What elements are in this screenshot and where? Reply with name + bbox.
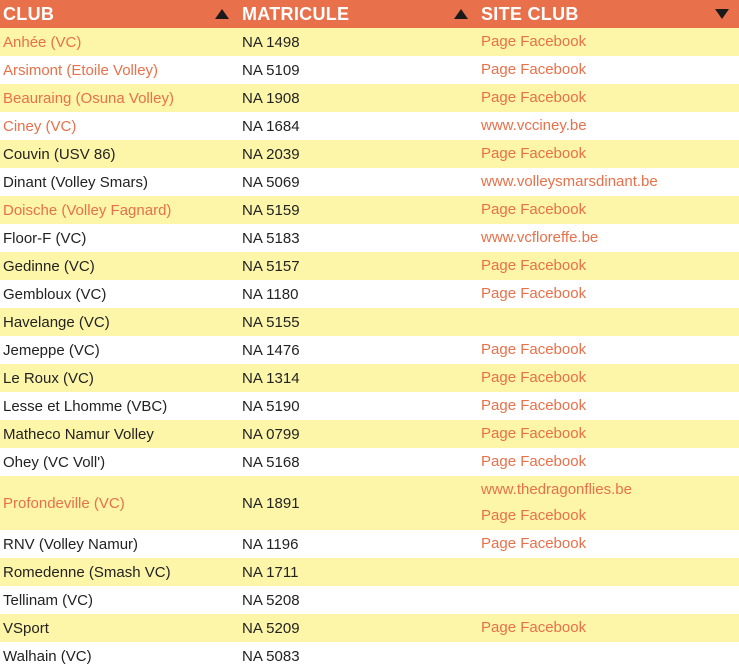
- cell-club: [0, 614, 239, 642]
- table-row: [0, 84, 739, 112]
- matricule-value: NA 1891: [242, 494, 300, 512]
- table-row: [0, 530, 739, 558]
- cell-site-club[interactable]: [478, 28, 739, 56]
- matricule-value: NA 1196: [242, 535, 299, 553]
- site-link[interactable]: Page Facebook: [481, 425, 587, 442]
- cell-club: [0, 168, 239, 196]
- cell-matricule: [239, 168, 478, 196]
- club-name: Gedinne (VC): [3, 257, 95, 275]
- cell-site-club[interactable]: [478, 420, 739, 448]
- club-name: Ohey (VC Voll'): [3, 453, 106, 471]
- table-row: [0, 252, 739, 280]
- matricule-value: NA 5109: [242, 61, 300, 79]
- club-name: Lesse et Lhomme (VBC): [3, 397, 168, 415]
- cell-site-club[interactable]: [478, 364, 739, 392]
- column-header-site-club[interactable]: [478, 0, 739, 28]
- cell-club[interactable]: [0, 476, 239, 530]
- club-name: Havelange (VC): [3, 313, 110, 331]
- cell-matricule: [239, 364, 478, 392]
- site-link[interactable]: Page Facebook: [481, 201, 587, 218]
- club-name-link[interactable]: Doische (Volley Fagnard): [3, 201, 172, 219]
- site-link[interactable]: Page Facebook: [481, 89, 587, 106]
- table-row: [0, 224, 739, 252]
- matricule-value: NA 0799: [242, 425, 300, 443]
- cell-club: [0, 530, 239, 558]
- club-name-link[interactable]: Beauraing (Osuna Volley): [3, 89, 174, 107]
- site-link[interactable]: www.vcfloreffe.be: [481, 229, 599, 246]
- matricule-value: NA 5157: [242, 257, 300, 275]
- site-link[interactable]: Page Facebook: [481, 61, 587, 78]
- column-header-label: MATRICULE: [242, 3, 350, 24]
- matricule-value: NA 1908: [242, 89, 300, 107]
- cell-club: [0, 448, 239, 476]
- cell-matricule: [239, 196, 478, 224]
- cell-site-club[interactable]: [478, 392, 739, 420]
- sort-ascending-icon[interactable]: [215, 9, 229, 19]
- cell-club: [0, 558, 239, 586]
- table-row: [0, 642, 739, 670]
- site-link[interactable]: Page Facebook: [481, 257, 587, 274]
- club-name: Walhain (VC): [3, 647, 92, 665]
- cell-site-club: [478, 558, 739, 586]
- column-header-label: SITE CLUB: [481, 3, 579, 24]
- site-link[interactable]: Page Facebook: [481, 453, 587, 470]
- table-row: [0, 420, 739, 448]
- matricule-value: NA 5069: [242, 173, 300, 191]
- cell-club: [0, 420, 239, 448]
- cell-matricule: [239, 614, 478, 642]
- club-name: Dinant (Volley Smars): [3, 173, 149, 191]
- sort-ascending-icon[interactable]: [454, 9, 468, 19]
- matricule-value: NA 1498: [242, 33, 300, 51]
- cell-site-club[interactable]: [478, 140, 739, 168]
- cell-matricule: [239, 420, 478, 448]
- club-name-link[interactable]: Anhée (VC): [3, 33, 82, 51]
- matricule-value: NA 1476: [242, 341, 300, 359]
- matricule-value: NA 5155: [242, 313, 300, 331]
- matricule-value: NA 1180: [242, 285, 299, 303]
- site-link[interactable]: Page Facebook: [481, 145, 587, 162]
- club-name: VSport: [3, 619, 49, 637]
- cell-matricule: [239, 56, 478, 84]
- matricule-value: NA 1684: [242, 117, 300, 135]
- matricule-value: NA 5190: [242, 397, 300, 415]
- cell-site-club[interactable]: [478, 476, 739, 530]
- table-body: [0, 28, 739, 670]
- matricule-value: NA 5083: [242, 647, 300, 665]
- table-row: [0, 476, 739, 530]
- cell-club: [0, 392, 239, 420]
- table-row: [0, 140, 739, 168]
- cell-site-club[interactable]: [478, 280, 739, 308]
- cell-club: [0, 280, 239, 308]
- cell-site-club[interactable]: [478, 224, 739, 252]
- table-row: [0, 196, 739, 224]
- cell-site-club[interactable]: [478, 56, 739, 84]
- cell-matricule: [239, 224, 478, 252]
- cell-matricule: [239, 84, 478, 112]
- club-name: Jemeppe (VC): [3, 341, 100, 359]
- column-header-matricule[interactable]: [239, 0, 478, 28]
- table-row: [0, 614, 739, 642]
- table-header: [0, 0, 739, 28]
- cell-club[interactable]: [0, 112, 239, 140]
- matricule-value: NA 2039: [242, 145, 300, 163]
- club-name: RNV (Volley Namur): [3, 535, 139, 553]
- matricule-value: NA 5168: [242, 453, 300, 471]
- table-row: [0, 392, 739, 420]
- matricule-value: NA 5183: [242, 229, 300, 247]
- cell-club: [0, 252, 239, 280]
- cell-club[interactable]: [0, 28, 239, 56]
- cell-site-club[interactable]: [478, 530, 739, 558]
- site-link[interactable]: Page Facebook: [481, 535, 587, 552]
- site-link[interactable]: www.volleysmarsdinant.be: [481, 173, 658, 190]
- cell-site-club[interactable]: [478, 614, 739, 642]
- matricule-value: NA 5209: [242, 619, 300, 637]
- table-row: [0, 280, 739, 308]
- table-row: [0, 364, 739, 392]
- cell-matricule: [239, 308, 478, 336]
- site-link[interactable]: Page Facebook: [481, 507, 587, 524]
- cell-matricule: [239, 392, 478, 420]
- table-row: [0, 308, 739, 336]
- cell-site-club[interactable]: [478, 336, 739, 364]
- cell-matricule: [239, 642, 478, 670]
- cell-matricule: [239, 112, 478, 140]
- cell-club: [0, 140, 239, 168]
- club-name: Couvin (USV 86): [3, 145, 116, 163]
- site-link[interactable]: Page Facebook: [481, 397, 587, 414]
- club-name: Romedenne (Smash VC): [3, 563, 171, 581]
- cell-site-club[interactable]: [478, 168, 739, 196]
- cell-site-club[interactable]: [478, 448, 739, 476]
- site-link[interactable]: www.vcciney.be: [481, 117, 587, 134]
- cell-matricule: [239, 448, 478, 476]
- cell-club: [0, 642, 239, 670]
- site-link[interactable]: Page Facebook: [481, 369, 587, 386]
- cell-matricule: [239, 586, 478, 614]
- cell-site-club[interactable]: [478, 196, 739, 224]
- table-row: [0, 448, 739, 476]
- cell-site-club: [478, 308, 739, 336]
- club-name-link[interactable]: Profondeville (VC): [3, 494, 125, 512]
- column-header-club[interactable]: [0, 0, 239, 28]
- club-name: Tellinam (VC): [3, 591, 94, 609]
- table-row: [0, 56, 739, 84]
- cell-matricule: [239, 28, 478, 56]
- cell-matricule: [239, 558, 478, 586]
- cell-club[interactable]: [0, 196, 239, 224]
- cell-site-club[interactable]: [478, 112, 739, 140]
- cell-site-club: [478, 586, 739, 614]
- cell-club: [0, 336, 239, 364]
- matricule-value: NA 5159: [242, 201, 300, 219]
- cell-club: [0, 586, 239, 614]
- matricule-value: NA 5208: [242, 591, 300, 609]
- cell-matricule: [239, 252, 478, 280]
- club-name-link[interactable]: Arsimont (Etoile Volley): [3, 61, 159, 79]
- cell-site-club: [478, 642, 739, 670]
- table-row: [0, 28, 739, 56]
- cell-site-club[interactable]: [478, 252, 739, 280]
- site-link[interactable]: Page Facebook: [481, 285, 587, 302]
- cell-matricule: [239, 280, 478, 308]
- table-row: [0, 558, 739, 586]
- site-link[interactable]: www.thedragonflies.be: [481, 481, 632, 498]
- cell-matricule: [239, 530, 478, 558]
- table-row: [0, 586, 739, 614]
- cell-club: [0, 224, 239, 252]
- cell-club[interactable]: [0, 84, 239, 112]
- column-header-label: CLUB: [3, 3, 55, 24]
- matricule-value: NA 1711: [242, 563, 299, 581]
- header-row: [0, 0, 739, 28]
- cell-club: [0, 308, 239, 336]
- site-link[interactable]: Page Facebook: [481, 341, 587, 358]
- club-name: Gembloux (VC): [3, 285, 107, 303]
- sort-descending-icon[interactable]: [715, 9, 729, 19]
- club-name: Le Roux (VC): [3, 369, 94, 387]
- site-link[interactable]: Page Facebook: [481, 33, 587, 50]
- cell-matricule: [239, 336, 478, 364]
- site-link[interactable]: Page Facebook: [481, 619, 587, 636]
- club-name: Matheco Namur Volley: [3, 425, 154, 443]
- cell-club[interactable]: [0, 56, 239, 84]
- cell-matricule: [239, 140, 478, 168]
- table-row: [0, 168, 739, 196]
- cell-matricule: [239, 476, 478, 530]
- cell-club: [0, 364, 239, 392]
- matricule-value: NA 1314: [242, 369, 300, 387]
- table-row: [0, 336, 739, 364]
- table-row: [0, 112, 739, 140]
- club-name-link[interactable]: Ciney (VC): [3, 117, 77, 135]
- cell-site-club[interactable]: [478, 84, 739, 112]
- club-name: Floor-F (VC): [3, 229, 87, 247]
